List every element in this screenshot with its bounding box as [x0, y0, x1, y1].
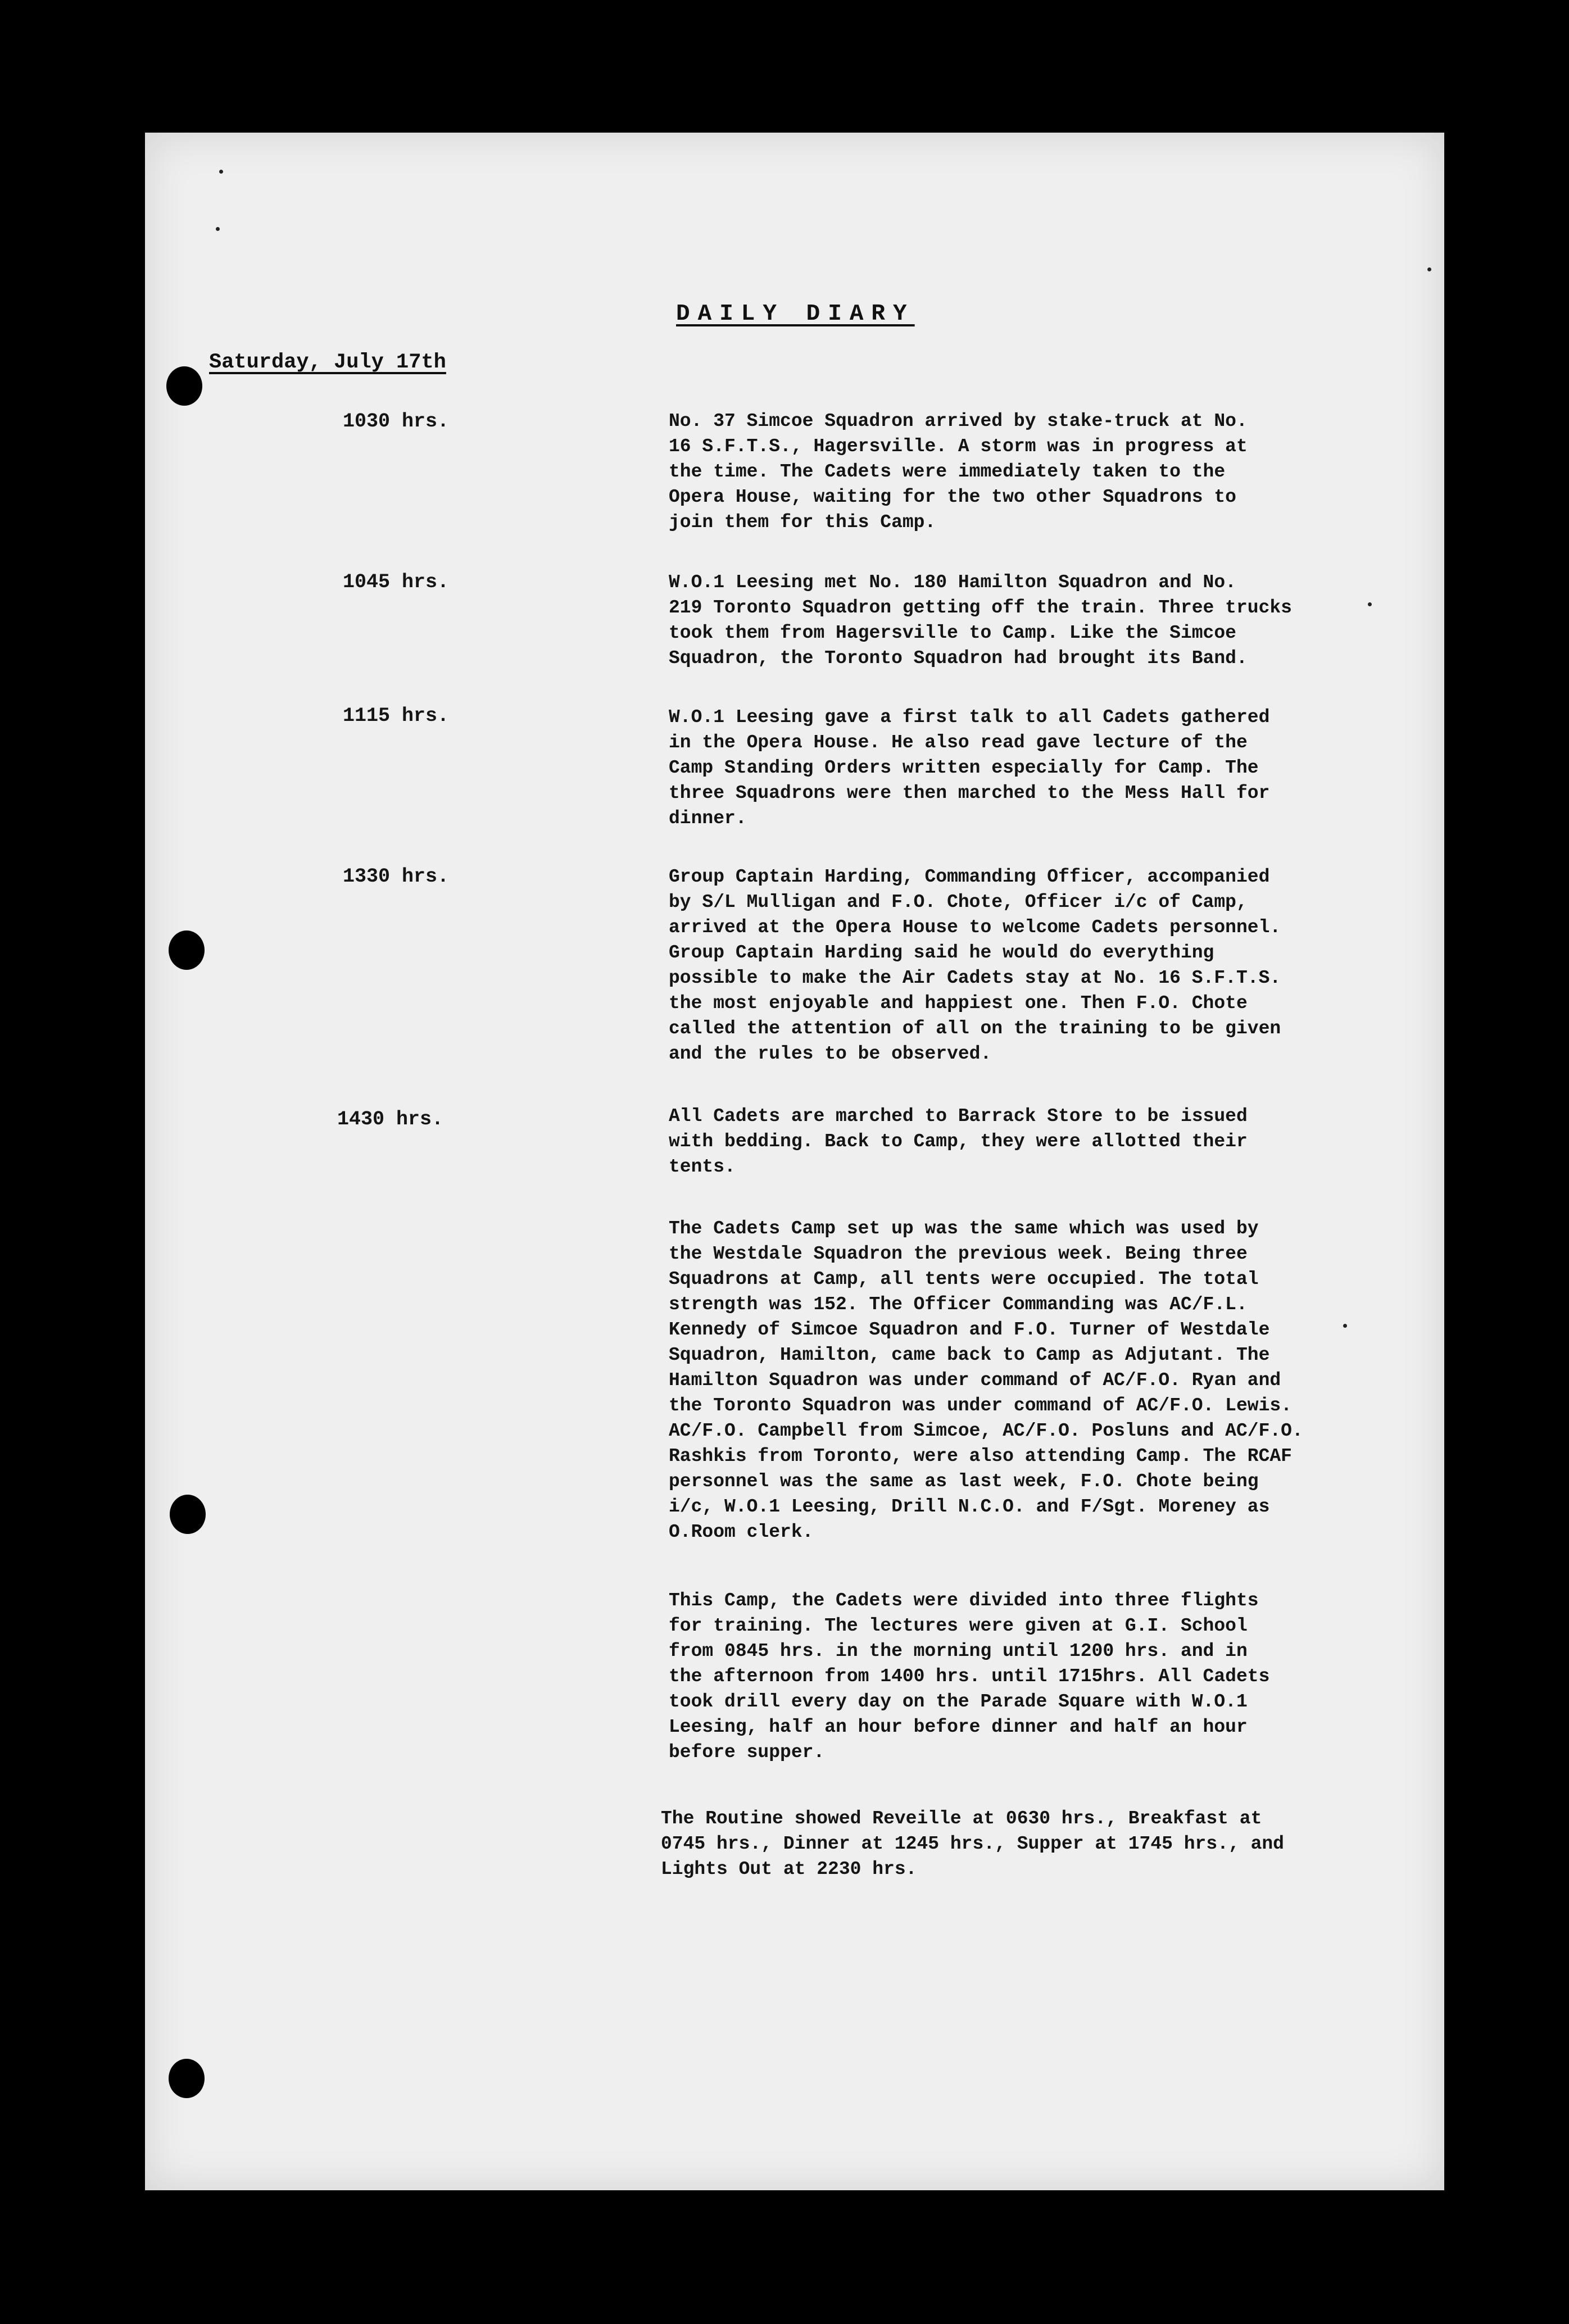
text-line: Kennedy of Simcoe Squadron and F.O. Turner of Westdale	[669, 1319, 1270, 1340]
binder-hole-2	[169, 930, 205, 970]
text-line: with bedding. Back to Camp, they were allotted their	[669, 1131, 1248, 1152]
text-line: tents.	[669, 1156, 736, 1177]
entry-time: 1115 hrs.	[343, 705, 450, 727]
dust-speck	[1427, 267, 1431, 271]
entry-text	[669, 1104, 1433, 1179]
text-line: for training. The lectures were given at G.I. School	[669, 1615, 1248, 1636]
text-line: by S/L Mulligan and F.O. Chote, Officer i/c of Camp,	[669, 892, 1248, 913]
text-line: AC/F.O. Campbell from Simcoe, AC/F.O. Posluns and AC/F.O.	[669, 1420, 1303, 1441]
entry-time: 1330 hrs.	[343, 865, 450, 888]
text-line: arrived at the Opera House to welcome Cadets personnel.	[669, 917, 1281, 938]
entry-text	[669, 408, 1433, 535]
text-line: i/c, W.O.1 Leesing, Drill N.C.O. and F/Sgt. Moreney as	[669, 1496, 1270, 1517]
text-line: the most enjoyable and happiest one. Then F.O. Chote	[669, 993, 1248, 1014]
text-line: Squadron, Hamilton, came back to Camp as Adjutant. The	[669, 1345, 1270, 1365]
text-line: O.Room clerk.	[669, 1522, 814, 1542]
text-line: The Routine showed Reveille at 0630 hrs., Breakfast at	[661, 1808, 1262, 1829]
text-line: and the rules to be observed.	[669, 1043, 992, 1064]
text-line: 16 S.F.T.S., Hagersville. A storm was in progress at	[669, 436, 1248, 457]
text-line: took them from Hagersville to Camp. Like the Simcoe	[669, 623, 1236, 643]
text-line: dinner.	[669, 808, 747, 829]
text-line: called the attention of all on the training to be given	[669, 1018, 1281, 1039]
paragraph-text	[669, 1216, 1433, 1545]
text-line: This Camp, the Cadets were divided into three flights	[669, 1590, 1259, 1611]
text-line: from 0845 hrs. in the morning until 1200 hrs. and in	[669, 1641, 1248, 1662]
day-heading: Saturday, July 17th	[209, 351, 446, 374]
text-line: Group Captain Harding, Commanding Officer, accompanied	[669, 866, 1270, 887]
text-line: the afternoon from 1400 hrs. until 1715hrs. All Cadets	[669, 1666, 1270, 1687]
text-line: 0745 hrs., Dinner at 1245 hrs., Supper at 1745 hrs., and	[661, 1833, 1284, 1854]
text-line: W.O.1 Leesing met No. 180 Hamilton Squadron and No.	[669, 572, 1236, 593]
entry-time: 1430 hrs.	[337, 1108, 444, 1131]
text-line: the Westdale Squadron the previous week. Being three	[669, 1243, 1248, 1264]
text-line: before supper.	[669, 1742, 825, 1763]
binder-hole-1	[166, 366, 202, 406]
text-line: Group Captain Harding said he would do everything	[669, 942, 1214, 963]
entry-time: 1030 hrs.	[343, 410, 450, 433]
paragraph-text	[669, 1588, 1433, 1765]
dust-speck	[216, 227, 220, 231]
entry-text	[669, 864, 1433, 1066]
text-line: Opera House, waiting for the two other Squadrons to	[669, 487, 1236, 507]
text-line: the time. The Cadets were immediately taken to the	[669, 461, 1226, 482]
text-line: Camp Standing Orders written especially for Camp. The	[669, 757, 1259, 778]
paragraph-text	[661, 1806, 1425, 1882]
text-line: personnel was the same as last week, F.O. Chote being	[669, 1471, 1259, 1492]
text-line: The Cadets Camp set up was the same which was used by	[669, 1218, 1259, 1239]
entry-text	[669, 570, 1433, 671]
binder-hole-3	[170, 1495, 206, 1534]
text-line: 219 Toronto Squadron getting off the train. Three trucks	[669, 597, 1292, 618]
text-line: Leesing, half an hour before dinner and half an hour	[669, 1717, 1248, 1737]
text-line: in the Opera House. He also read gave lecture of the	[669, 732, 1248, 753]
text-line: Lights Out at 2230 hrs.	[661, 1859, 917, 1880]
text-line: No. 37 Simcoe Squadron arrived by stake-truck at No.	[669, 411, 1248, 432]
text-line: Squadron, the Toronto Squadron had brought its Band.	[669, 648, 1248, 669]
diary-title: DAILY DIARY	[676, 301, 915, 327]
text-line: join them for this Camp.	[669, 512, 936, 533]
text-line: strength was 152. The Officer Commanding was AC/F.L.	[669, 1294, 1248, 1315]
text-line: possible to make the Air Cadets stay at No. 16 S.F.T.S.	[669, 968, 1281, 988]
text-line: took drill every day on the Parade Square with W.O.1	[669, 1691, 1248, 1712]
text-line: Hamilton Squadron was under command of AC/F.O. Ryan and	[669, 1370, 1281, 1391]
text-line: three Squadrons were then marched to the Mess Hall for	[669, 783, 1270, 804]
text-line: W.O.1 Leesing gave a first talk to all Cadets gathered	[669, 707, 1270, 728]
dust-speck	[219, 170, 223, 174]
text-line: the Toronto Squadron was under command of AC/F.O. Lewis.	[669, 1395, 1292, 1416]
binder-hole-4	[169, 2059, 205, 2098]
text-line: All Cadets are marched to Barrack Store to be issued	[669, 1106, 1248, 1127]
entry-time: 1045 hrs.	[343, 571, 450, 593]
entry-text	[669, 705, 1433, 831]
text-line: Squadrons at Camp, all tents were occupied. The total	[669, 1269, 1259, 1290]
text-line: Rashkis from Toronto, were also attending Camp. The RCAF	[669, 1446, 1292, 1467]
